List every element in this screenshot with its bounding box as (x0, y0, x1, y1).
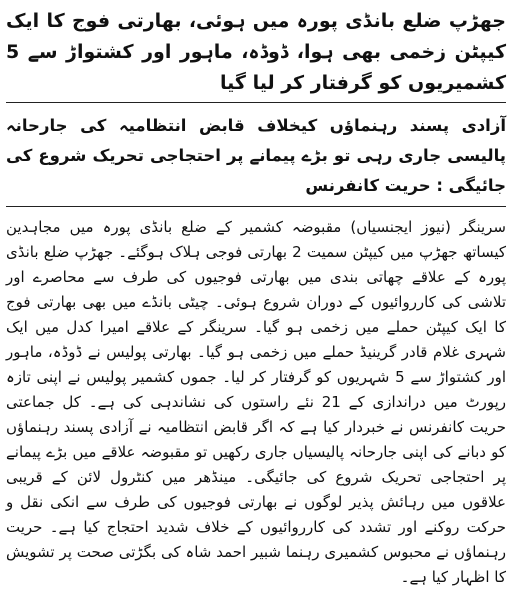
article-body: سرینگر (نیوز ایجنسیاں) مقبوضہ کشمیر کے ضلع بانڈی پورہ میں مجاہدین کیساتھ جھڑپ میں کیپٹن سمیت 2 بھارتی فوجی ہلاک ہوگئے۔ جھڑپ ضلع بانڈی پورہ کے علاقے چھاتی بندی میں بھارتی فوجیوں کی طرف سے محاصرے اور تلاشی کی کارروائیوں کے دوران شروع ہوئی۔ چیٹی بانڈے میں بھی بھارتی فوج کا ایک کیپٹن حملے میں زخمی ہو گیا۔ سرینگر کے علاقے امیرا کدل میں ایک شہری غلام قادر گرینیڈ حملے میں زخمی ہو گیا۔ بھارتی پولیس نے ڈوڈہ، ماہور اور کشتواڑ سے 5 شہریوں کو گرفتار کر لیا۔ جموں کشمیر پولیس نے اپنی تازہ رپورٹ میں دراندازی کے 21 نئے راستوں کی نشاندہی کی ہے۔ کل جماعتی حریت کانفرنس نے خبردار کیا ہے کہ اگر قابض انتظامیہ نے آزادی پسند رہنماؤں کو دبانے کی اپنی جارحانہ پالیسیاں جاری رکھیں تو مقبوضہ علاقے میں بڑے پیمانے پر احتجاجی تحریک شروع کی جائیگی۔ مینڈھر میں کنٹرول لائن کے قریبی علاقوں میں رہائش پذیر لوگوں نے بھارتی فوجیوں کی طرف سے انکی نقل و حرکت روکنے اور تشدد کی کارروائیوں کے خلاف شدید احتجاج کیا ہے۔ حریت رہنماؤں نے محبوس کشمیری رہنما شبیر احمد شاہ کی بگڑتی صحت پر تشویش کا اظہار کیا ہے۔ (6, 218, 507, 586)
subheadline: آزادی پسند رہنماؤں کیخلاف قابض انتظامیہ کی جارحانہ پالیسی جاری رہی تو بڑے پیمانے پر احتجاجی تحریک شروع کی جائیگی : حریت کانفرنس (6, 116, 506, 195)
headline: جھڑپ ضلع بانڈی پورہ میں ہوئی، بھارتی فوج کا ایک کیپٹن زخمی بھی ہوا، ڈوڈہ، ماہور اور کشتواڑ سے 5 کشمیریوں کو گرفتار کر لیا گیا (6, 10, 506, 94)
